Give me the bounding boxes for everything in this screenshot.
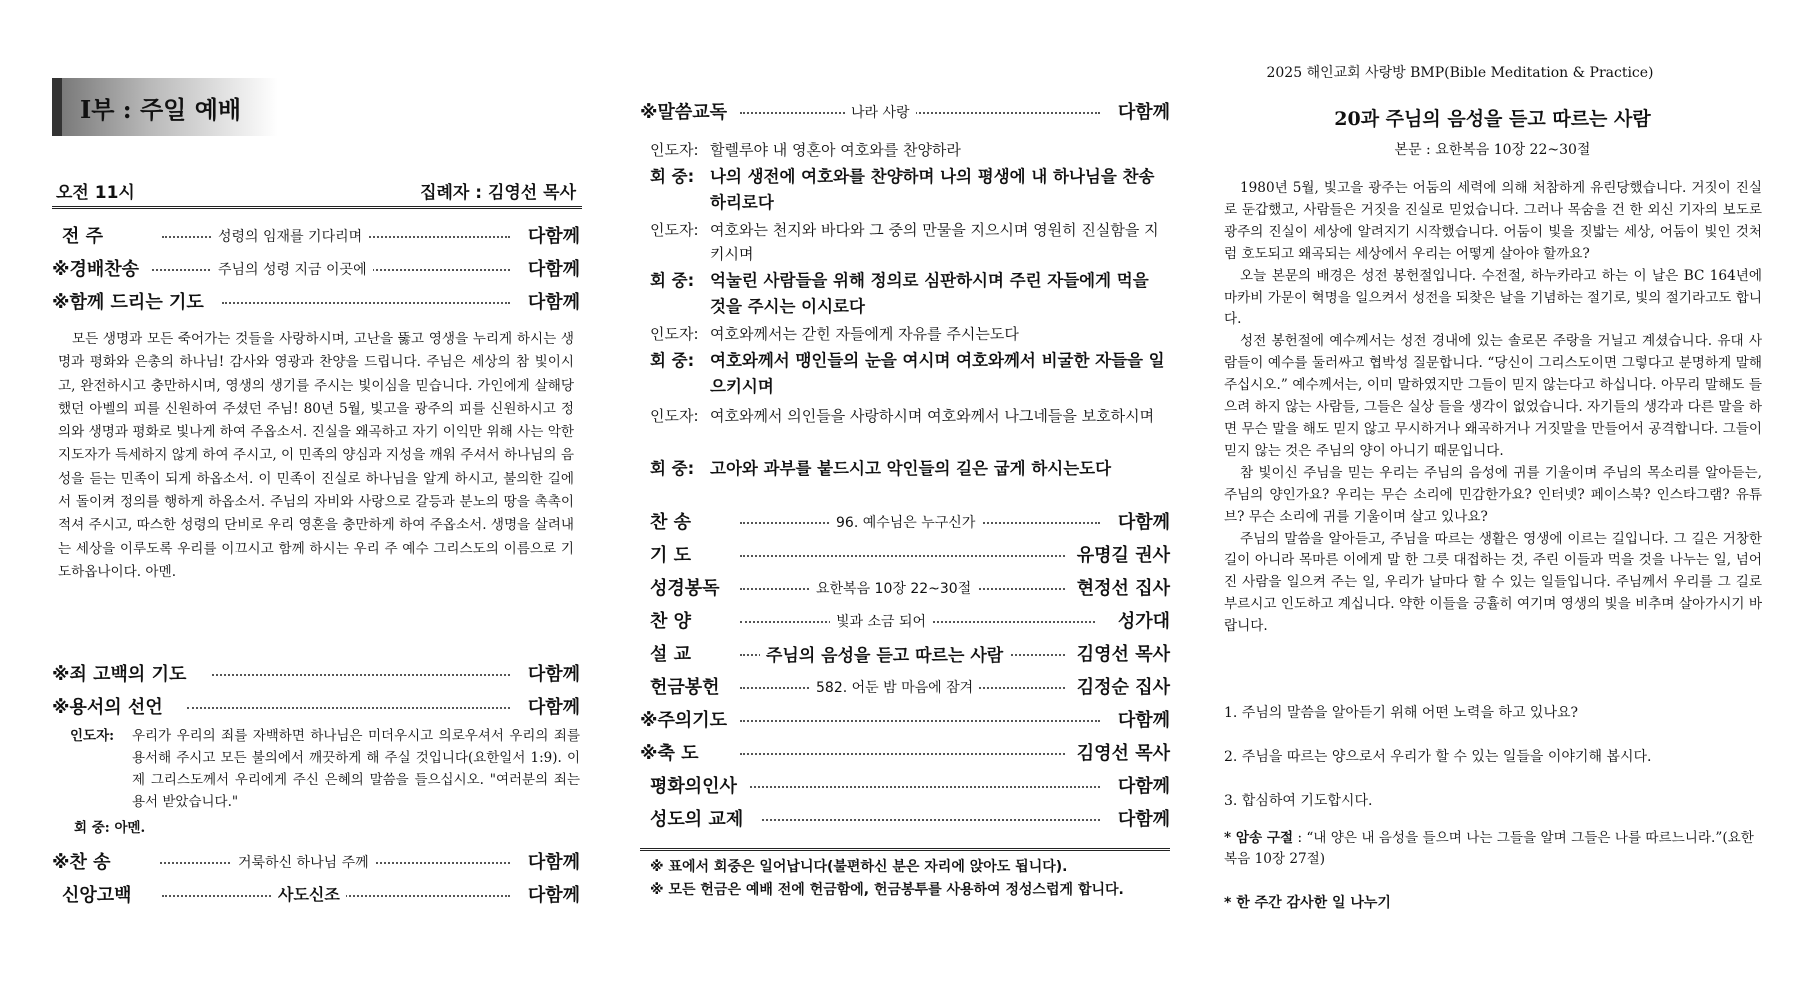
order-value: 다함께 (1114, 98, 1170, 124)
order-item (650, 772, 1170, 800)
dot-leader (750, 786, 1100, 788)
order-item (650, 574, 1170, 602)
discussion-question: 1. 주님의 말씀을 알아듣기 위해 어떤 노력을 하고 있나요? (1224, 705, 1578, 721)
order-item (52, 693, 580, 721)
lesson-title: 20과 주님의 음성을 듣고 따르는 사람 (1334, 108, 1651, 130)
order-label: 헌금봉헌 (650, 677, 720, 698)
order-middle: 주님의 성령 지금 이곳에 (212, 259, 373, 279)
essay-paragraph: 성전 봉헌절에 예수께서는 성전 경내에 있는 솔로몬 주랑을 거닐고 계셨습니다. 유대 사람들이 예수를 둘러싸고 협박성 질문합니다. “당신이 그리스도이면 그렇다고 분명하게 말해 주십시오.” 예수께서는, 이미 말하였지만 그들이 믿지 않는다고 하십니다. 아무리 말해도 들으려 하지 않는 사람들, 그들은 실상 들을 생각이 없었습니다. 자기들의 생각과 다른 말을 하면 무슨 말을 해도 믿지 않고 무시하거나 왜곡하거나 거짓말을 만들어서 공격합니다. 그들이 믿지 않는 것은 주님의 양이 아니기 때문입니다. (1224, 333, 1762, 459)
reading-text: 억눌린 사람들을 위해 정의로 심판하시며 주린 자들에게 먹을 것을 주시는 이시로다 (710, 271, 1149, 316)
reading-text: 여호와는 천지와 바다와 그 중의 만물을 지으시며 영원히 진실함을 지키시며 (710, 221, 1159, 263)
dot-leader (762, 819, 1100, 821)
responsive-reading-heading (640, 98, 1170, 126)
order-value: 다함께 (524, 848, 580, 874)
reader-label: 회 중: (650, 271, 695, 290)
order-item (650, 805, 1170, 833)
reading-line (650, 322, 1170, 346)
order-item (62, 222, 580, 250)
discussion-question: 3. 합심하여 기도합시다. (1224, 793, 1373, 809)
dot-leader (212, 674, 510, 676)
order-label: 성도의 교제 (650, 809, 744, 830)
order-value: 성가대 (1114, 607, 1170, 633)
order-label: 신앙고백 (62, 885, 132, 906)
section-banner (52, 78, 278, 136)
order-value: 김정순 집사 (1073, 673, 1170, 699)
order-item (650, 508, 1170, 536)
order-label: 찬 송 (650, 512, 692, 533)
order-item (650, 541, 1170, 569)
dot-leader (222, 302, 510, 304)
reading-line (650, 404, 1170, 428)
order-label: ※용서의 선언 (52, 697, 163, 718)
reading-text: 할렐루야 내 영혼아 여호와를 찬양하라 (710, 141, 961, 159)
meditation-essay (1224, 178, 1762, 638)
order-item (52, 288, 580, 316)
reading-line (650, 456, 1170, 482)
service-time-row (52, 176, 582, 209)
dot-leader (187, 707, 510, 709)
order-value: 다함께 (524, 255, 580, 281)
order-item (640, 706, 1170, 734)
order-label: ※죄 고백의 기도 (52, 664, 187, 685)
order-value: 다함께 (524, 693, 580, 719)
order-item (52, 255, 580, 283)
order-value: 김영선 목사 (1073, 640, 1170, 666)
bmp-header: 2025 해인교회 사랑방 BMP(Bible Meditation & Practice) (1266, 65, 1654, 81)
discussion-question: 2. 주님을 따르는 양으로서 우리가 할 수 있는 일들을 이야기해 봅시다. (1224, 749, 1652, 765)
dot-leader (740, 555, 1065, 557)
order-middle: 빛과 소금 되어 (830, 611, 932, 631)
reading-line (650, 164, 1170, 216)
order-value: 다함께 (1114, 805, 1170, 831)
order-value: 다함께 (524, 222, 580, 248)
order-value: 다함께 (1114, 772, 1170, 798)
reading-line (650, 268, 1170, 320)
order-item (52, 660, 580, 688)
section-title: I부 : 주일 예배 (80, 95, 242, 124)
reader-label: 인도자: (650, 141, 699, 159)
memory-verse (1224, 828, 1762, 870)
reader-label: 회 중: (650, 459, 695, 478)
reader-label: 인도자: (650, 325, 699, 343)
order-value: 다함께 (524, 881, 580, 907)
reading-text: 나의 생전에 여호와를 찬양하며 나의 평생에 내 하나님을 찬송하리로다 (710, 167, 1155, 212)
order-label: 찬 양 (650, 611, 692, 632)
reader-label: 회 중: (650, 351, 695, 370)
order-middle: 성령의 임재를 기다리며 (212, 226, 368, 246)
dot-leader (740, 753, 1065, 755)
reading-text: 여호와께서는 갇힌 자들에게 자유를 주시는도다 (710, 325, 1019, 343)
order-item (640, 739, 1170, 767)
service-time: 오전 11시 (56, 183, 135, 203)
order-middle: 사도신조 (272, 882, 346, 905)
reader-label: 인도자: (650, 221, 699, 239)
order-item (650, 607, 1170, 635)
leader-label: 인도자: (70, 728, 115, 744)
order-middle: 요한복음 10장 22~30절 (810, 578, 977, 598)
order-middle: 거룩하신 하나님 주께 (232, 852, 375, 872)
order-item (650, 640, 1170, 668)
reading-text: 여호와께서 맹인들의 눈을 여시며 여호와께서 비굴한 자들을 일으키시며 (710, 351, 1165, 396)
order-value: 다함께 (1114, 508, 1170, 534)
scripture-reference: 본문 : 요한복음 10장 22~30절 (1394, 142, 1591, 158)
divider (640, 848, 1170, 851)
order-value: 김영선 목사 (1073, 739, 1170, 765)
order-item (52, 848, 580, 876)
reading-text: 여호와께서 의인들을 사랑하시며 여호와께서 나그네들을 보호하시며 (710, 407, 1155, 425)
sermon-title: 주님의 음성을 듣고 따르는 사람 (760, 641, 1009, 666)
order-value: 다함께 (1114, 706, 1170, 732)
dot-leader (740, 720, 1100, 722)
order-middle: 나라 사랑 (845, 102, 916, 122)
order-value: 유명길 권사 (1073, 541, 1170, 567)
reader-label: 인도자: (650, 407, 699, 425)
order-value: 다함께 (524, 288, 580, 314)
common-prayer-text: 모든 생명과 모든 죽어가는 것들을 사랑하시며, 고난을 뚫고 영생을 누리게 하시는 생명과 평화와 은총의 하나님! 감사와 영광과 찬양을 드립니다. 주님은 세상의 참 빛이시고, 완전하시고 충만하시며, 영생의 생기를 주시는 빛이심을 믿습니다. 가인에게 살해당했던 아벨의 피를 신원하여 주셨던 주님! 80년 5월, 빛고을 광주의 피를 신원하시고 정의와 생명과 평화로 빛나게 하여 주옵소서. 진실을 왜곡하고 자기 이익만 위해 사는 악한 지도자가 득세하지 않게 하여 주시고, 이 민족의 양심과 지성을 깨워 주셔서 하나님의 음성을 듣는 민족이 되게 하옵소서. 이 민족이 진실로 하나님을 알게 하시고, 불의한 길에서 돌이켜 정의를 행하게 하옵소서. 주님의 자비와 사랑으로 갈등과 분노의 땅을 촉촉이 적셔 주시고, 따스한 성령의 단비로 우리 영혼을 충만하게 하여 주옵소서. 생명을 살려내는 세상을 이루도록 우리를 이끄시고 함께 하시는 우리 주 예수 그리스도의 이름으로 기도하옵나이다. 아멘. (58, 331, 574, 580)
leader-text: 우리가 우리의 죄를 자백하면 하나님은 미더우시고 의로우셔서 우리의 죄를 용서해 주시고 모든 불의에서 깨끗하게 해 주실 것입니다(요한일서 1:9). 이제 그리스도께서 우리에게 주신 은혜의 말씀을 들으십시오. "여러분의 죄는 용서 받았습니다." (132, 728, 580, 810)
order-label: ※말씀교독 (640, 102, 728, 123)
essay-paragraph: 주님의 말씀을 알아듣고, 주님을 따르는 생활은 영생에 이르는 길입니다. 그 길은 거창한 길이 아니라 목마른 이에게 말 한 그릇 대접하는 것, 주린 이들과 먹을 것을 나누는 일, 넘어진 사람을 일으켜 주는 일, 우리가 날마다 할 수 있는 일들입니다. 주님께서 우리를 그 길로 부르시고 인도하고 계십니다. 약한 이들을 긍휼히 여기며 영생의 빛을 비추며 살아가시기 바랍니다. (1224, 530, 1762, 635)
order-label: 전 주 (62, 226, 104, 247)
order-value: 현정선 집사 (1073, 574, 1170, 600)
essay-paragraph: 오늘 본문의 배경은 성전 봉헌절입니다. 수전절, 하누카라고 하는 이 날은 BC 164년에 마카비 가문이 혁명을 일으켜서 성전을 되찾은 날을 기념하는 절기로, 빛의 절기라고도 합니다. (1224, 267, 1762, 328)
note-line: ※ 모든 헌금은 예배 전에 헌금함에, 헌금봉투를 사용하여 정성스럽게 합니다. (650, 882, 1124, 898)
essay-paragraph: 참 빛이신 주님을 믿는 우리는 주님의 음성에 귀를 기울이며 주님의 목소리를 알아듣는, 주님의 양인가요? 우리는 무슨 소리에 민감한가요? 인터넷? 페이스북? 인스타그램? 유튜브? 무슨 소리에 귀를 기울이며 살고 있나요? (1224, 464, 1762, 525)
order-label: 기 도 (650, 545, 692, 566)
reading-text: 고아와 과부를 붙드시고 악인들의 길은 굽게 하시는도다 (710, 459, 1112, 478)
order-label: ※축 도 (640, 743, 699, 764)
order-label: 성경봉독 (650, 578, 720, 599)
order-item (62, 881, 580, 909)
memory-label: * 암송 구절 (1224, 830, 1294, 846)
presider: 집례자 : 김영선 목사 (420, 183, 576, 203)
order-label: 설 교 (650, 644, 692, 665)
pardon-declaration (70, 725, 580, 839)
reading-line (650, 348, 1170, 400)
order-label: ※찬 송 (52, 852, 111, 873)
reading-line (650, 218, 1170, 266)
congregation-response: 회 중: 아멘. (74, 820, 146, 836)
order-value: 다함께 (524, 660, 580, 686)
order-label: ※경배찬송 (52, 259, 140, 280)
reader-label: 회 중: (650, 167, 695, 186)
reading-line (650, 138, 1170, 162)
dot-leader (740, 112, 1100, 114)
order-label: ※함께 드리는 기도 (52, 292, 204, 313)
order-label: 평화의인사 (650, 776, 737, 797)
essay-paragraph: 1980년 5월, 빛고을 광주는 어둠의 세력에 의해 처참하게 유린당했습니다. 거짓이 진실로 둔갑했고, 사람들은 거짓을 진실로 믿었습니다. 그러나 목숨을 건 한 외신 기자의 보도로 광주의 진실이 세상에 알려지기 시작했습니다. 어둠이 빛을 짓밟는 세상, 어둠이 빛인 것처럼 호도되고 왜곡되는 세상에서 우리는 어떻게 살아야 할까요? (1224, 180, 1762, 262)
share-prompt: * 한 주간 감사한 일 나누기 (1224, 895, 1391, 911)
memory-text: : “내 양은 내 음성을 들으며 나는 그들을 알며 그들은 나를 따르느니라.”(요한복음 10장 27절) (1224, 830, 1754, 867)
order-label: ※주의기도 (640, 710, 728, 731)
order-middle: 96. 예수님은 누구신가 (830, 512, 981, 532)
notes (650, 856, 1124, 902)
note-line: ※ 표에서 회중은 일어납니다(불편하신 분은 자리에 앉아도 됩니다). (650, 859, 1068, 875)
order-middle: 582. 어둔 밤 마음에 잠겨 (810, 677, 979, 697)
order-item (650, 673, 1170, 701)
